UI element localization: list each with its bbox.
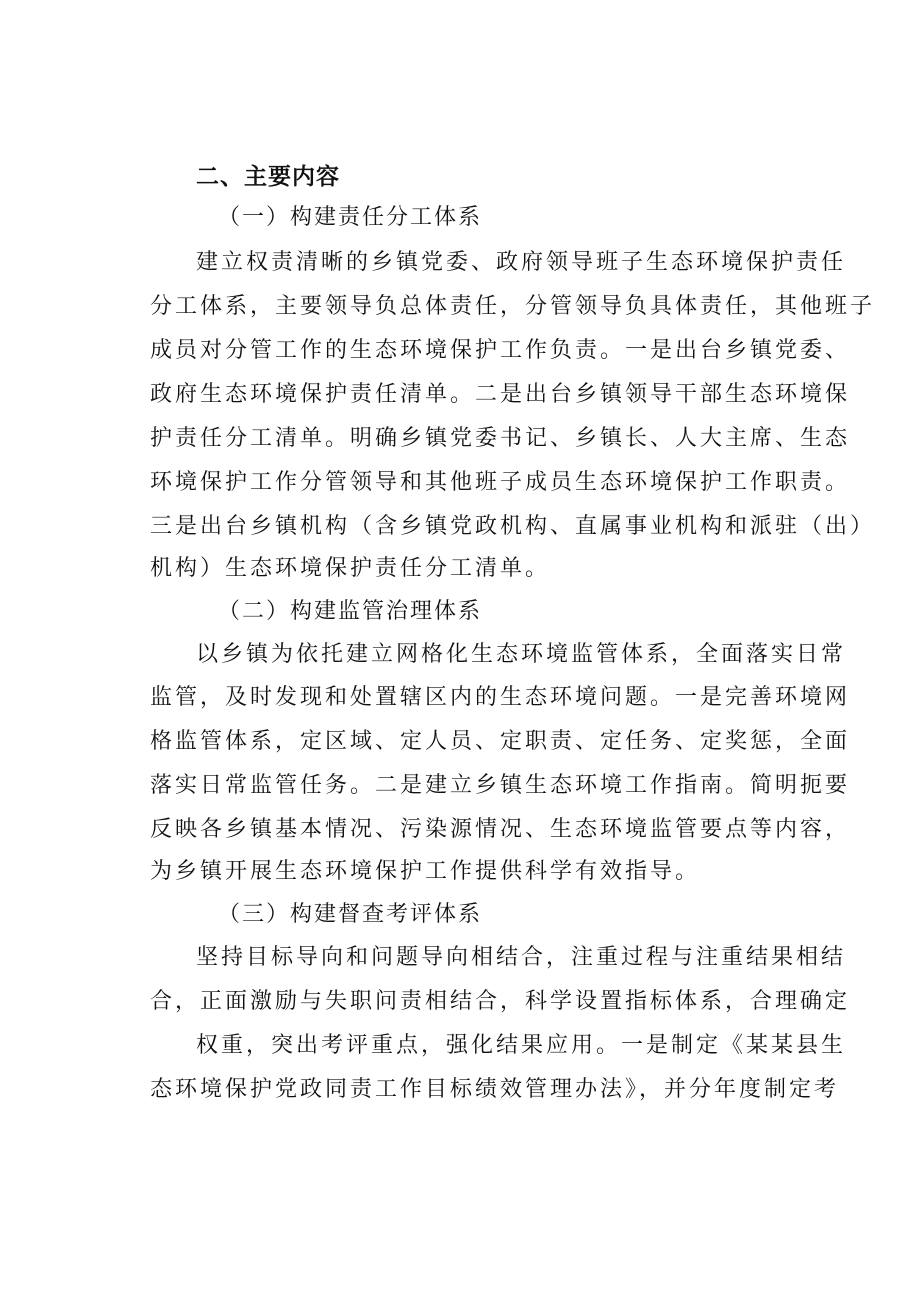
section-heading: 二、主要内容 — [196, 164, 340, 190]
paragraph-line: 态环境保护党政同责工作目标绩效管理办法》，并分年度制定考 — [150, 1077, 840, 1102]
paragraph-line: 分工体系，主要领导负总体责任，分管领导负具体责任，其他班子 — [150, 294, 876, 319]
paragraph-line: 三是出台乡镇机构（含乡镇党政机构、直属事业机构和派驻（出） — [150, 514, 876, 539]
paragraph-line: 成员对分管工作的生态环境保护工作负责。一是出台乡镇党委、 — [150, 338, 851, 363]
paragraph-line: 为乡镇开展生态环境保护工作提供科学有效指导。 — [150, 859, 701, 884]
subsection-title-2: （二）构建监管治理体系 — [218, 599, 483, 624]
subsection-title-3: （三）构建督查考评体系 — [218, 902, 483, 927]
paragraph-line: 格监管体系，定区域、定人员、定职责、定任务、定奖惩，全面 — [150, 729, 851, 754]
paragraph-line: 机构）生态环境保护责任分工清单。 — [150, 556, 551, 581]
subsection-title-1: （一）构建责任分工体系 — [218, 205, 483, 230]
paragraph-line: 环境保护工作分管领导和其他班子成员生态环境保护工作职责。 — [150, 470, 851, 495]
paragraph-line: 护责任分工清单。明确乡镇党委书记、乡镇长、人大主席、生态 — [150, 426, 851, 451]
paragraph-line: 合，正面激励与失职问责相结合，科学设置指标体系，合理确定 — [150, 989, 851, 1014]
paragraph-line: 反映各乡镇基本情况、污染源情况、生态环境监管要点等内容， — [150, 817, 851, 842]
paragraph-line: 权重，突出考评重点，强化结果应用。一是制定《某某县生 — [196, 1033, 847, 1058]
paragraph-line: 建立权责清晰的乡镇党委、政府领导班子生态环境保护责任 — [196, 250, 847, 275]
paragraph-line: 坚持目标导向和问题导向相结合，注重过程与注重结果相结 — [196, 945, 847, 970]
paragraph-line: 政府生态环境保护责任清单。二是出台乡镇领导干部生态环境保 — [150, 382, 851, 407]
paragraph-line: 落实日常监管任务。二是建立乡镇生态环境工作指南。简明扼要 — [150, 773, 851, 798]
paragraph-line: 监管，及时发现和处置辖区内的生态环境问题。一是完善环境网 — [150, 685, 851, 710]
paragraph-line: 以乡镇为依托建立网格化生态环境监管体系，全面落实日常 — [196, 642, 847, 667]
